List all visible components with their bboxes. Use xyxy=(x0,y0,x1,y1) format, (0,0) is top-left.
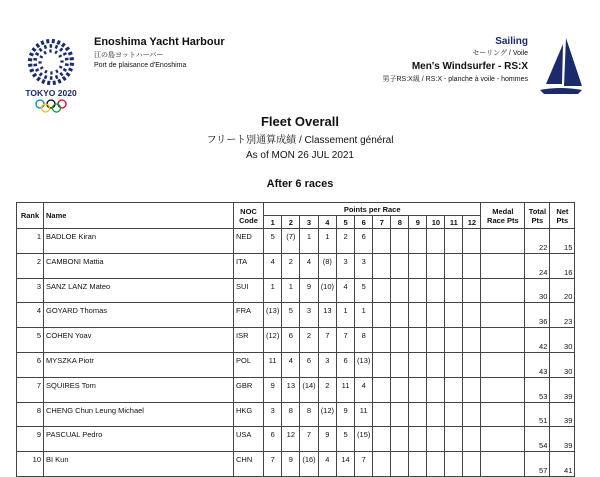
race-11-points-cell xyxy=(445,452,463,477)
net-points-cell: 15 xyxy=(550,229,575,254)
race-12-points-cell xyxy=(463,452,481,477)
sailor-name-cell: MYSZKA Piotr xyxy=(44,352,234,377)
race-11-points-cell xyxy=(445,377,463,402)
venue-name-jp: 江の島ヨットハーバー xyxy=(94,52,164,59)
header-race-5: 5 xyxy=(337,216,355,229)
header-race-4: 4 xyxy=(318,216,336,229)
header-race-8: 8 xyxy=(391,216,409,229)
noc-cell: FRA xyxy=(234,303,264,328)
race-10-points-cell xyxy=(427,452,445,477)
race-7-points-cell xyxy=(373,229,391,254)
noc-cell: SUI xyxy=(234,278,264,303)
race-9-points-cell xyxy=(409,253,427,278)
race-4-points-cell: 4 xyxy=(318,452,336,477)
race-2-points-cell: 6 xyxy=(282,328,300,353)
race-12-points-cell xyxy=(463,253,481,278)
race-8-points-cell xyxy=(391,352,409,377)
table-row xyxy=(17,352,575,377)
race-6-points-cell: 11 xyxy=(355,402,373,427)
event-subtitle: 男子RS:X級 / RS:X - planche à voile - hommes xyxy=(382,76,528,83)
noc-cell: ITA xyxy=(234,253,264,278)
table-row xyxy=(17,427,575,452)
race-2-points-cell: 9 xyxy=(282,452,300,477)
race-10-points-cell xyxy=(427,253,445,278)
title-main: Fleet Overall xyxy=(260,114,340,129)
event-name: Men's Windsurfer - RS:X xyxy=(411,61,528,72)
header-race-1: 1 xyxy=(264,216,282,229)
race-10-points-cell xyxy=(427,402,445,427)
total-points-cell: 30 xyxy=(525,278,550,303)
race-7-points-cell xyxy=(373,303,391,328)
table-row xyxy=(17,402,575,427)
medal-race-cell xyxy=(481,352,525,377)
race-2-points-cell: 12 xyxy=(282,427,300,452)
rank-cell: 5 xyxy=(17,328,44,353)
medal-race-cell xyxy=(481,402,525,427)
race-5-points-cell: 5 xyxy=(337,427,355,452)
net-points-cell: 39 xyxy=(550,402,575,427)
sailor-name-cell: GOYARD Thomas xyxy=(44,303,234,328)
race-9-points-cell xyxy=(409,278,427,303)
after-races-label: After 6 races xyxy=(266,178,334,190)
race-6-points-cell: 6 xyxy=(355,229,373,254)
race-1-points-cell: 5 xyxy=(264,229,282,254)
race-12-points-cell xyxy=(463,278,481,303)
race-12-points-cell xyxy=(463,328,481,353)
race-1-points-cell: 1 xyxy=(264,278,282,303)
race-9-points-cell xyxy=(409,377,427,402)
sailing-icon xyxy=(536,36,584,100)
header-race-10: 10 xyxy=(427,216,445,229)
header-name: Name xyxy=(44,203,234,229)
race-11-points-cell xyxy=(445,253,463,278)
race-6-points-cell: (15) xyxy=(355,427,373,452)
race-8-points-cell xyxy=(391,303,409,328)
race-8-points-cell xyxy=(391,377,409,402)
race-3-points-cell: 2 xyxy=(300,328,318,353)
race-11-points-cell xyxy=(445,229,463,254)
race-6-points-cell: 4 xyxy=(355,377,373,402)
race-10-points-cell xyxy=(427,328,445,353)
race-3-points-cell: 9 xyxy=(300,278,318,303)
race-9-points-cell xyxy=(409,303,427,328)
rank-cell: 3 xyxy=(17,278,44,303)
race-12-points-cell xyxy=(463,352,481,377)
race-3-points-cell: 4 xyxy=(300,253,318,278)
header-rank: Rank xyxy=(17,203,44,229)
results-table xyxy=(16,202,575,477)
race-8-points-cell xyxy=(391,278,409,303)
venue-block xyxy=(94,36,225,69)
race-7-points-cell xyxy=(373,377,391,402)
table-row xyxy=(17,452,575,477)
rank-cell: 2 xyxy=(17,253,44,278)
venue-name-fr: Port de plaisance d'Enoshima xyxy=(94,62,187,69)
race-3-points-cell: 6 xyxy=(300,352,318,377)
race-6-points-cell: 5 xyxy=(355,278,373,303)
race-3-points-cell: 1 xyxy=(300,229,318,254)
rank-cell: 10 xyxy=(17,452,44,477)
header-race-12: 12 xyxy=(463,216,481,229)
medal-race-cell xyxy=(481,253,525,278)
race-8-points-cell xyxy=(391,328,409,353)
race-2-points-cell: 5 xyxy=(282,303,300,328)
race-11-points-cell xyxy=(445,402,463,427)
race-5-points-cell: 2 xyxy=(337,229,355,254)
race-5-points-cell: 4 xyxy=(337,278,355,303)
event-block xyxy=(383,36,529,84)
race-10-points-cell xyxy=(427,278,445,303)
race-1-points-cell: 9 xyxy=(264,377,282,402)
sailor-name-cell: PASCUAL Pedro xyxy=(44,427,234,452)
sailor-name-cell: CAMBONI Mattia xyxy=(44,253,234,278)
race-6-points-cell: 8 xyxy=(355,328,373,353)
race-7-points-cell xyxy=(373,253,391,278)
race-7-points-cell xyxy=(373,352,391,377)
medal-race-cell xyxy=(481,377,525,402)
total-points-cell: 24 xyxy=(525,253,550,278)
race-6-points-cell: 1 xyxy=(355,303,373,328)
race-12-points-cell xyxy=(463,402,481,427)
race-1-points-cell: 3 xyxy=(264,402,282,427)
race-4-points-cell: (12) xyxy=(318,402,336,427)
table-row xyxy=(17,278,575,303)
race-9-points-cell xyxy=(409,229,427,254)
race-1-points-cell: 6 xyxy=(264,427,282,452)
report-title xyxy=(0,114,600,161)
race-4-points-cell: 3 xyxy=(318,352,336,377)
sailor-name-cell: SANZ LANZ Mateo xyxy=(44,278,234,303)
header-race-2: 2 xyxy=(282,216,300,229)
race-11-points-cell xyxy=(445,328,463,353)
race-10-points-cell xyxy=(427,303,445,328)
total-points-cell: 53 xyxy=(525,377,550,402)
header-race-7: 7 xyxy=(373,216,391,229)
race-12-points-cell xyxy=(463,377,481,402)
noc-cell: POL xyxy=(234,352,264,377)
race-5-points-cell: 14 xyxy=(337,452,355,477)
header-total: Total Pts xyxy=(525,203,550,229)
medal-race-cell xyxy=(481,328,525,353)
race-1-points-cell: 7 xyxy=(264,452,282,477)
total-points-cell: 51 xyxy=(525,402,550,427)
rank-cell: 6 xyxy=(17,352,44,377)
race-12-points-cell xyxy=(463,303,481,328)
medal-race-cell xyxy=(481,427,525,452)
race-5-points-cell: 7 xyxy=(337,328,355,353)
sport-name: Sailing xyxy=(495,36,528,47)
race-2-points-cell: 1 xyxy=(282,278,300,303)
race-9-points-cell xyxy=(409,427,427,452)
noc-cell: HKG xyxy=(234,402,264,427)
total-points-cell: 57 xyxy=(525,452,550,477)
noc-cell: USA xyxy=(234,427,264,452)
race-2-points-cell: 8 xyxy=(282,402,300,427)
race-4-points-cell: 7 xyxy=(318,328,336,353)
logo-text: TOKYO 2020 xyxy=(25,88,77,98)
rank-cell: 7 xyxy=(17,377,44,402)
noc-cell: CHN xyxy=(234,452,264,477)
race-8-points-cell xyxy=(391,427,409,452)
rank-cell: 8 xyxy=(17,402,44,427)
rank-cell: 9 xyxy=(17,427,44,452)
race-1-points-cell: 4 xyxy=(264,253,282,278)
total-points-cell: 42 xyxy=(525,328,550,353)
race-3-points-cell: (16) xyxy=(300,452,318,477)
race-5-points-cell: 9 xyxy=(337,402,355,427)
table-row xyxy=(17,377,575,402)
sailor-name-cell: BI Kun xyxy=(44,452,234,477)
race-3-points-cell: 8 xyxy=(300,402,318,427)
race-8-points-cell xyxy=(391,452,409,477)
medal-race-cell xyxy=(481,452,525,477)
net-points-cell: 16 xyxy=(550,253,575,278)
header-medal-race: Medal Race Pts xyxy=(481,203,525,229)
table-row xyxy=(17,253,575,278)
rank-cell: 1 xyxy=(17,229,44,254)
race-8-points-cell xyxy=(391,253,409,278)
race-9-points-cell xyxy=(409,452,427,477)
header-race-6: 6 xyxy=(355,216,373,229)
header-noc: NOC Code xyxy=(234,203,264,229)
race-7-points-cell xyxy=(373,427,391,452)
net-points-cell: 20 xyxy=(550,278,575,303)
race-5-points-cell: 6 xyxy=(337,352,355,377)
header-net: Net Pts xyxy=(550,203,575,229)
net-points-cell: 30 xyxy=(550,328,575,353)
emblem-icon xyxy=(20,34,82,114)
race-11-points-cell xyxy=(445,352,463,377)
race-10-points-cell xyxy=(427,352,445,377)
race-5-points-cell: 3 xyxy=(337,253,355,278)
medal-race-cell xyxy=(481,278,525,303)
noc-cell: ISR xyxy=(234,328,264,353)
sailor-name-cell: COHEN Yoav xyxy=(44,328,234,353)
net-points-cell: 39 xyxy=(550,427,575,452)
tokyo-2020-logo xyxy=(20,34,82,114)
race-3-points-cell: 3 xyxy=(300,303,318,328)
net-points-cell: 39 xyxy=(550,377,575,402)
race-9-points-cell xyxy=(409,328,427,353)
total-points-cell: 36 xyxy=(525,303,550,328)
net-points-cell: 23 xyxy=(550,303,575,328)
race-1-points-cell: (13) xyxy=(264,303,282,328)
race-1-points-cell: (12) xyxy=(264,328,282,353)
race-9-points-cell xyxy=(409,352,427,377)
race-6-points-cell: 3 xyxy=(355,253,373,278)
race-3-points-cell: (14) xyxy=(300,377,318,402)
title-date: As of MON 26 JUL 2021 xyxy=(245,150,354,161)
total-points-cell: 22 xyxy=(525,229,550,254)
race-7-points-cell xyxy=(373,452,391,477)
race-2-points-cell: 4 xyxy=(282,352,300,377)
race-4-points-cell: (10) xyxy=(318,278,336,303)
total-points-cell: 54 xyxy=(525,427,550,452)
total-points-cell: 43 xyxy=(525,352,550,377)
race-10-points-cell xyxy=(427,377,445,402)
race-6-points-cell: 7 xyxy=(355,452,373,477)
sailor-name-cell: SQUIRES Tom xyxy=(44,377,234,402)
race-10-points-cell xyxy=(427,427,445,452)
race-5-points-cell: 1 xyxy=(337,303,355,328)
race-4-points-cell: 9 xyxy=(318,427,336,452)
race-2-points-cell: 13 xyxy=(282,377,300,402)
sailor-name-cell: BADLOE Kiran xyxy=(44,229,234,254)
net-points-cell: 41 xyxy=(550,452,575,477)
header-race-3: 3 xyxy=(300,216,318,229)
race-4-points-cell: 1 xyxy=(318,229,336,254)
table-row xyxy=(17,303,575,328)
race-7-points-cell xyxy=(373,402,391,427)
rank-cell: 4 xyxy=(17,303,44,328)
header-points-per-race: Points per Race xyxy=(264,203,481,216)
race-11-points-cell xyxy=(445,278,463,303)
race-11-points-cell xyxy=(445,427,463,452)
race-6-points-cell: (13) xyxy=(355,352,373,377)
table-row xyxy=(17,229,575,254)
race-5-points-cell: 11 xyxy=(337,377,355,402)
race-9-points-cell xyxy=(409,402,427,427)
race-2-points-cell: (7) xyxy=(282,229,300,254)
race-4-points-cell: 13 xyxy=(318,303,336,328)
net-points-cell: 30 xyxy=(550,352,575,377)
race-1-points-cell: 11 xyxy=(264,352,282,377)
race-2-points-cell: 2 xyxy=(282,253,300,278)
race-12-points-cell xyxy=(463,427,481,452)
race-4-points-cell: 2 xyxy=(318,377,336,402)
sport-subtitle: セーリング / Voile xyxy=(472,50,528,57)
header-race-11: 11 xyxy=(445,216,463,229)
medal-race-cell xyxy=(481,303,525,328)
race-8-points-cell xyxy=(391,229,409,254)
noc-cell: GBR xyxy=(234,377,264,402)
sailing-pictogram xyxy=(536,36,584,100)
race-8-points-cell xyxy=(391,402,409,427)
header-race-9: 9 xyxy=(409,216,427,229)
race-12-points-cell xyxy=(463,229,481,254)
noc-cell: NED xyxy=(234,229,264,254)
sailor-name-cell: CHENG Chun Leung Michael xyxy=(44,402,234,427)
title-sub: フリート別通算成績 / Classement général xyxy=(206,135,394,146)
race-4-points-cell: (8) xyxy=(318,253,336,278)
medal-race-cell xyxy=(481,229,525,254)
venue-name: Enoshima Yacht Harbour xyxy=(94,36,225,48)
race-11-points-cell xyxy=(445,303,463,328)
race-10-points-cell xyxy=(427,229,445,254)
race-7-points-cell xyxy=(373,328,391,353)
race-3-points-cell: 7 xyxy=(300,427,318,452)
table-row xyxy=(17,328,575,353)
race-7-points-cell xyxy=(373,278,391,303)
